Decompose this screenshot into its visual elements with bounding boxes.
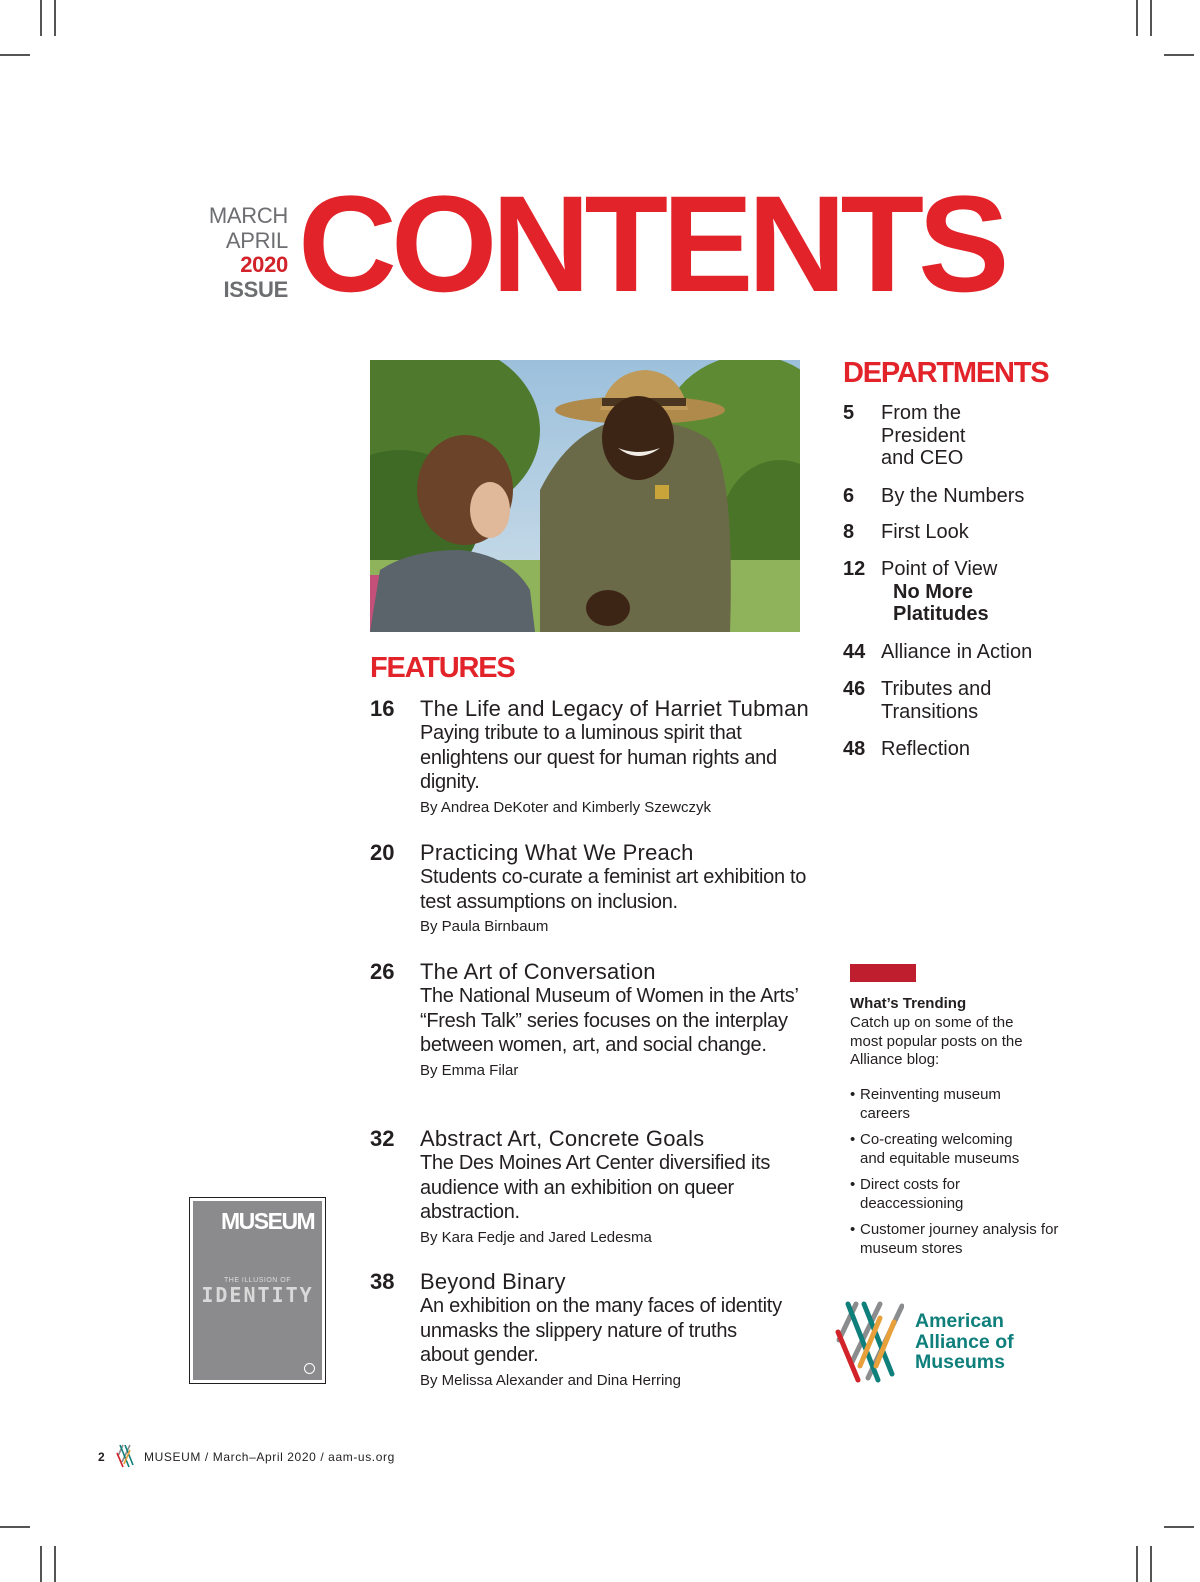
feature-page-number: 20 bbox=[370, 840, 395, 865]
page-title: CONTENTS bbox=[298, 168, 1004, 321]
magazine-cover-thumbnail[interactable] bbox=[189, 1197, 326, 1384]
logo-line: Museums bbox=[915, 1351, 1005, 1373]
trending-dek: Catch up on some of the most popular posts on the Alliance blog: bbox=[850, 1014, 1023, 1068]
bullet: • bbox=[850, 1086, 856, 1103]
page-number: 2 bbox=[98, 1450, 106, 1464]
crop-mark bbox=[0, 1526, 30, 1528]
crop-mark bbox=[54, 1546, 56, 1582]
department-page-number: 12 bbox=[843, 558, 866, 580]
department-label[interactable]: First Look bbox=[881, 521, 969, 543]
department-label-group bbox=[881, 558, 1081, 626]
bullet: • bbox=[850, 1176, 856, 1193]
features-heading: FEATURES bbox=[370, 652, 515, 684]
issue-label: ISSUE bbox=[223, 276, 288, 302]
department-sublabel[interactable]: No More Platitudes bbox=[893, 580, 989, 625]
feature-byline: By Melissa Alexander and Dina Herring bbox=[420, 1371, 681, 1389]
feature-page-number: 32 bbox=[370, 1126, 395, 1151]
feature-byline: By Emma Filar bbox=[420, 1061, 519, 1079]
department-label[interactable]: By the Numbers bbox=[881, 485, 1025, 507]
trending-item-label[interactable]: Direct costs for deaccessioning bbox=[860, 1176, 964, 1212]
feature-title[interactable]: Beyond Binary bbox=[420, 1269, 566, 1294]
feature-page-number: 26 bbox=[370, 959, 395, 984]
trending-accent-bar bbox=[850, 964, 916, 982]
department-label[interactable]: Point of View bbox=[881, 558, 998, 580]
cover-kicker: THE ILLUSION OF bbox=[223, 1277, 291, 1284]
crop-mark bbox=[1136, 0, 1138, 36]
bullet: • bbox=[850, 1131, 856, 1148]
issue-month-2: APRIL bbox=[225, 227, 288, 253]
feature-byline: By Kara Fedje and Jared Ledesma bbox=[420, 1228, 652, 1246]
department-label[interactable]: Tributes and Transitions bbox=[881, 678, 992, 723]
crop-mark bbox=[40, 1546, 42, 1582]
trending-item[interactable] bbox=[850, 1131, 1040, 1168]
crop-mark bbox=[0, 54, 30, 56]
issue-month-1: MARCH bbox=[208, 203, 288, 228]
department-page-number: 46 bbox=[843, 678, 866, 700]
aam-mini-logo-icon bbox=[116, 1444, 136, 1468]
crop-mark bbox=[1164, 54, 1194, 56]
feature-dek: Students co-curate a feminist art exhibition to test assumptions on inclusion. bbox=[420, 866, 807, 913]
department-label[interactable]: Reflection bbox=[881, 738, 970, 760]
department-page-number: 5 bbox=[843, 402, 855, 424]
departments-heading: DEPARTMENTS bbox=[843, 357, 1049, 389]
trending-list bbox=[850, 1086, 1060, 1266]
department-page-number: 6 bbox=[843, 485, 855, 507]
trending-item[interactable] bbox=[850, 1086, 1020, 1123]
crop-mark bbox=[1150, 1546, 1152, 1582]
crop-mark bbox=[54, 0, 56, 36]
department-page-number: 48 bbox=[843, 738, 866, 760]
logo-line: American bbox=[915, 1310, 1004, 1332]
feature-byline: By Paula Birnbaum bbox=[420, 918, 549, 935]
feature-byline: By Andrea DeKoter and Kimberly Szewczyk bbox=[420, 798, 711, 816]
crop-mark bbox=[40, 0, 42, 36]
trending-item-label[interactable]: Co-creating welcoming and equitable museums bbox=[860, 1131, 1020, 1167]
feature-dek: The Des Moines Art Center diversified its audience with an exhibition on queer abstraction. bbox=[420, 1152, 771, 1223]
feature-dek: The National Museum of Women in the Arts’ “Fresh Talk” series focuses on the interplay between women, art, and social change. bbox=[420, 985, 798, 1056]
trending-item[interactable] bbox=[850, 1176, 990, 1213]
crop-mark bbox=[1136, 1546, 1138, 1582]
feature-title[interactable]: Abstract Art, Concrete Goals bbox=[420, 1126, 705, 1151]
department-page-number: 44 bbox=[843, 641, 866, 663]
logo-line: Alliance of bbox=[915, 1330, 1014, 1353]
feature-title[interactable]: Practicing What We Preach bbox=[420, 840, 694, 865]
department-label[interactable]: Alliance in Action bbox=[881, 641, 1033, 663]
trending-item-label[interactable]: Customer journey analysis for museum stores bbox=[860, 1221, 1059, 1257]
feature-page-number: 38 bbox=[370, 1269, 395, 1294]
trending-title: What’s Trending bbox=[850, 995, 967, 1012]
trending-item[interactable] bbox=[850, 1221, 1060, 1258]
feature-dek: Paying tribute to a luminous spirit that enlightens our quest for human rights and dignity. bbox=[420, 722, 777, 793]
cover-headline: IDENTITY bbox=[201, 1283, 314, 1307]
feature-page-number: 16 bbox=[370, 696, 395, 721]
aam-logo-text bbox=[915, 1311, 1014, 1373]
crop-mark bbox=[1164, 1526, 1194, 1528]
issue-year: 2020 bbox=[240, 252, 288, 277]
trending-item-label[interactable]: Reinventing museum careers bbox=[860, 1086, 1001, 1122]
crop-mark bbox=[1150, 0, 1152, 36]
cover-seal-icon bbox=[304, 1363, 315, 1374]
aam-logo-mark bbox=[834, 1300, 904, 1384]
cover-image bbox=[193, 1201, 322, 1380]
bullet: • bbox=[850, 1221, 856, 1238]
cover-masthead: MUSEUM bbox=[221, 1208, 315, 1234]
feature-title[interactable]: The Life and Legacy of Harriet Tubman bbox=[420, 696, 809, 721]
footer-text: MUSEUM / March–April 2020 / aam-us.org bbox=[144, 1450, 395, 1464]
department-label[interactable]: From the President and CEO bbox=[881, 402, 966, 469]
feature-title[interactable]: The Art of Conversation bbox=[420, 959, 656, 984]
issue-date bbox=[150, 204, 288, 302]
feature-dek: An exhibition on the many faces of identity unmasks the slippery nature of truths about gender. bbox=[420, 1295, 782, 1366]
department-page-number: 8 bbox=[843, 521, 855, 543]
feature-photo bbox=[370, 360, 800, 632]
